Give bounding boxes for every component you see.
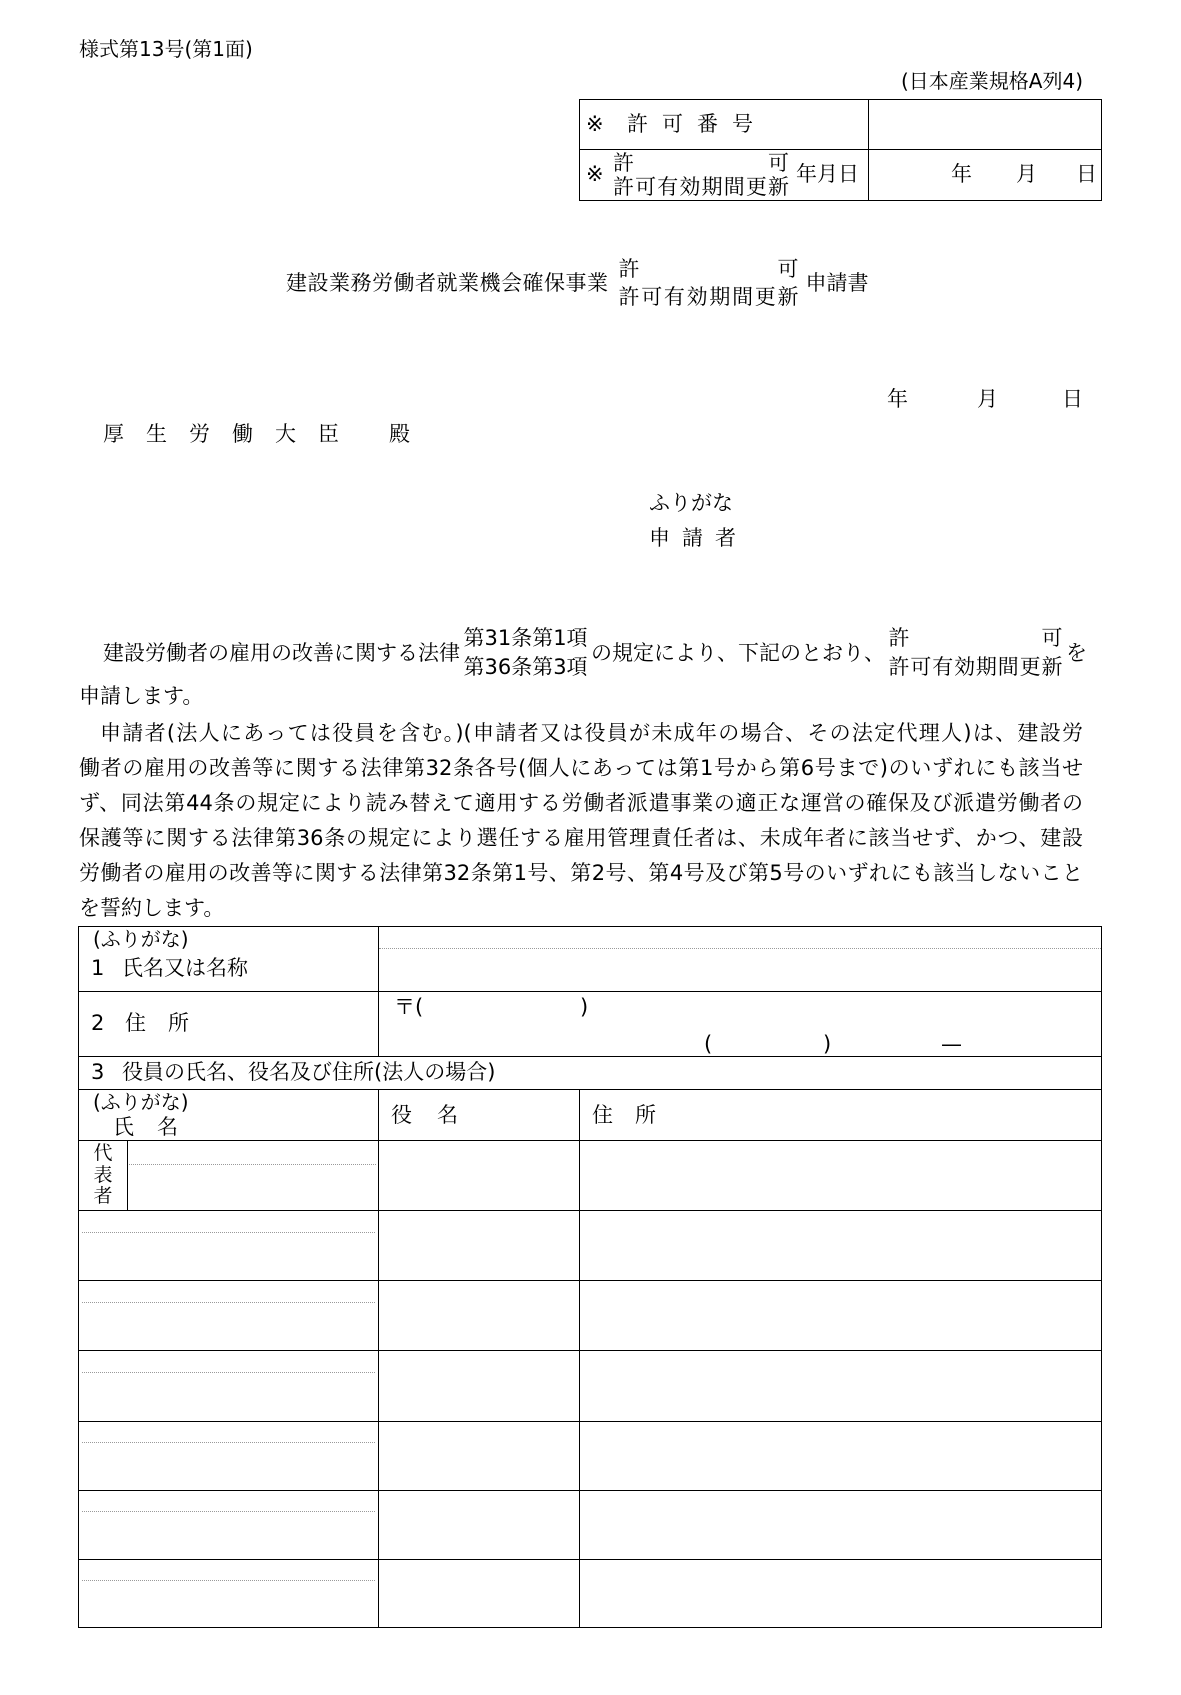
officer-furigana-header: (ふりがな): [93, 1090, 189, 1114]
table-column-divider: [579, 1089, 580, 1627]
request-connector: の規定により、下記のとおり、: [591, 640, 886, 665]
postal-code-close: ): [580, 995, 589, 1019]
name-item-number: 1: [91, 956, 105, 980]
table-row-divider: [79, 1140, 1101, 1141]
pledge-line: 申請者(法人にあっては役員を含む。)(申請者又は役員が未成年の場合、その法定代理人)は、建設労: [100, 721, 1083, 745]
furigana-separator: [379, 948, 1101, 949]
postal-code-prefix: 〒(: [394, 995, 424, 1019]
officer-title-header: 役名: [391, 1103, 483, 1127]
furigana-separator: [82, 1511, 375, 1512]
furigana-separator: [82, 1372, 375, 1373]
request-article: 第36条第3項: [463, 655, 588, 679]
table-row-divider: [79, 991, 1101, 992]
officers-item-number: 3: [91, 1060, 105, 1084]
representative-label: 代表者: [93, 1142, 113, 1207]
pledge-line: 労働者の雇用の改善等に関する法律第32条第1号、第2号、第4号及び第5号のいずれにも該当しないこと: [79, 861, 1083, 885]
permit-number-label: 許可番号: [627, 112, 767, 136]
furigana-separator: [129, 1164, 376, 1165]
representative-cell-divider: [127, 1140, 128, 1210]
title-permit-type-options: [619, 255, 799, 311]
office-table-column-divider: [868, 100, 869, 200]
request-articles: [463, 624, 587, 682]
title-suffix: 申請書: [805, 270, 869, 295]
office-use-mark: ※: [586, 112, 604, 136]
table-row-divider: [79, 1421, 1101, 1422]
form-number: 様式第13号(第1面): [79, 37, 253, 61]
address-item-label: 住所: [125, 1011, 211, 1035]
application-date-year: 年: [887, 387, 908, 411]
application-date-month: 月: [977, 387, 998, 411]
request-renewal-option: 許可有効期間更新: [888, 655, 1063, 679]
office-table-row-divider: [580, 149, 1101, 150]
address-item-number: 2: [91, 1011, 105, 1035]
table-row-divider: [79, 1210, 1101, 1211]
title-renewal-option: 許可有効期間更新: [618, 285, 799, 309]
name-furigana-label: (ふりがな): [93, 927, 189, 951]
applicant-details-table: [78, 926, 1102, 1628]
furigana-separator: [82, 1302, 375, 1303]
furigana-separator: [82, 1580, 375, 1581]
application-date-day: 日: [1062, 387, 1083, 411]
pledge-line: 保護等に関する法律第36条の規定により選任する雇用管理責任者は、未成年者に該当せず、かつ、建設: [79, 826, 1083, 850]
request-law: 建設労働者の雇用の改善に関する法律: [103, 640, 460, 665]
table-row-divider: [79, 1350, 1101, 1351]
office-use-table: [579, 99, 1102, 201]
page-title: [286, 255, 869, 311]
furigana-separator: [82, 1232, 375, 1233]
officer-address-header: 住所: [592, 1103, 678, 1127]
furigana-separator: [82, 1442, 375, 1443]
table-row-divider: [79, 1089, 1101, 1090]
table-row-divider: [79, 1490, 1101, 1491]
table-column-divider: [378, 927, 379, 1056]
officers-item-label: 役員の氏名、役名及び住所(法人の場合): [122, 1060, 496, 1084]
office-use-mark: ※: [586, 162, 604, 186]
name-item-label: 氏名又は名称: [122, 956, 248, 980]
table-row-divider: [79, 1056, 1101, 1057]
office-permit-type-options: [613, 151, 789, 199]
phone-area-open: (: [704, 1032, 713, 1056]
pledge-line: ず、同法第44条の規定により読み替えて適用する労働者派遣事業の適正な運営の確保及び派遣労働者の: [79, 791, 1083, 815]
permit-date-label: 年月日: [796, 162, 859, 186]
request-statement: [103, 624, 1087, 682]
permit-date-year: 年: [951, 162, 972, 186]
table-column-divider: [378, 1089, 379, 1627]
request-article: 第31条第1項: [463, 626, 588, 650]
permit-date-day: 日: [1076, 162, 1097, 186]
pledge-paragraph: [79, 716, 1083, 926]
table-row-divider: [79, 1559, 1101, 1560]
addressee-honorific: 殿: [389, 422, 410, 446]
request-closing: 申請します。: [79, 684, 204, 708]
request-particle: を: [1065, 640, 1087, 665]
applicant-label: 申請者: [649, 526, 748, 550]
title-permit-option: 許可: [618, 257, 799, 281]
request-permit-type-options: [889, 624, 1063, 682]
title-prefix: 建設業務労働者就業機会確保事業: [286, 270, 609, 295]
table-row-divider: [79, 1280, 1101, 1281]
officer-name-header: 氏名: [113, 1115, 201, 1139]
phone-dash: —: [941, 1032, 962, 1056]
addressee-name: 厚生労働大臣: [103, 422, 361, 446]
permit-date-month: 月: [1016, 162, 1037, 186]
renewal-option: 許可有効期間更新: [613, 175, 789, 199]
permit-option: 許可: [613, 151, 789, 175]
phone-area-close: ): [823, 1032, 832, 1056]
paper-size-note: (日本産業規格A列4): [900, 69, 1083, 93]
request-permit-option: 許可: [888, 626, 1063, 650]
pledge-line: を誓約します。: [79, 896, 225, 920]
pledge-line: 働者の雇用の改善等に関する法律第32条各号(個人にあっては第1号から第6号まで)のいずれにも該当せ: [79, 756, 1083, 780]
applicant-furigana-label: ふりがな: [649, 491, 733, 515]
